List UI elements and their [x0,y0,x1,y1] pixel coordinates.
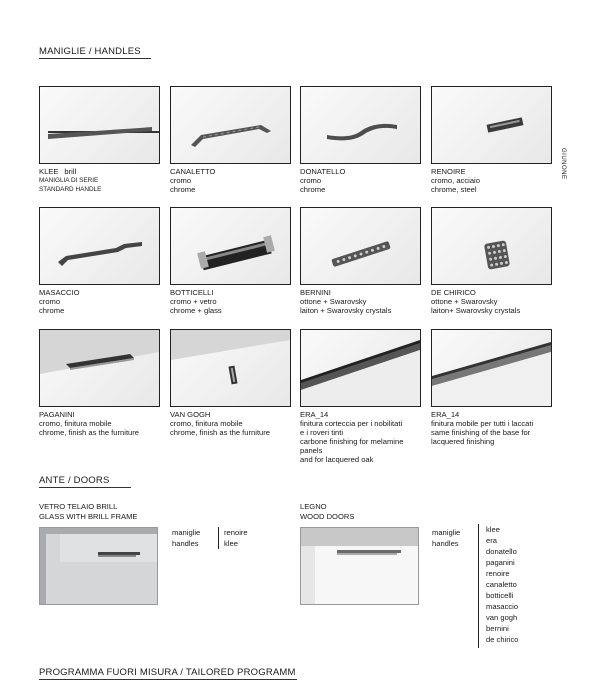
handle-list-item: botticelli [486,591,514,600]
handle-card [170,207,291,315]
door-glass-title [39,502,137,522]
handle-name-text: PAGANINI [39,410,75,419]
handle-name-suffix: brill [64,167,77,176]
handle-name [39,410,160,419]
side-tab-label: GIUNONE [560,148,566,180]
handle-caption [300,410,421,464]
handle-name-text: BERNINI [300,288,331,297]
handle-list-item: masaccio [486,602,519,611]
section-title-handles: MANIGLIE / HANDLES [39,46,141,57]
handle-name-text: VAN GOGH [170,410,211,419]
handle-image [300,329,421,407]
label-maniglie: maniglie [432,528,461,537]
handle-description-line: finitura mobile per tutti i laccati [431,419,534,428]
section-divider [39,58,151,59]
handle-caption [170,288,291,315]
handle-name-text: BOTTICELLI [170,288,214,297]
handle-description-line: chrome [170,185,196,194]
handle-card [39,86,160,194]
handle-caption [431,410,552,446]
handle-caption [431,288,552,315]
handle-description-line: cromo, finitura mobile [170,419,243,428]
handle-image [431,329,552,407]
handle-description-line: same finishing of the base for [431,428,531,437]
handle-card [170,329,291,437]
handle-name [300,288,421,297]
handle-name-text: ERA_14 [431,410,460,419]
handle-card [300,86,421,194]
handle-list-item: van gogh [486,613,518,622]
handle-description-line: chrome, finish as the furniture [170,428,271,437]
handle-description-line: MANIGLIA DI SERIE [39,177,99,184]
handle-name-text: CANALETTO [170,167,216,176]
handle-description-line: chrome, finish as the furniture [39,428,140,437]
handle-list-item: klee [486,525,500,534]
handle-list-item: de chirico [486,635,519,644]
handle-image [39,207,160,285]
vertical-separator [218,527,219,549]
handle-description-line: carbone finishing for melamine panels [300,437,404,455]
door-glass-handles-label [172,527,200,549]
door-wood-title-en: WOOD DOORS [300,512,355,521]
handle-name [431,410,552,419]
handle-description-line: finitura corteccia per i nobilitati [300,419,403,428]
handle-description-line: and for lacquered oak [300,455,374,464]
section-divider [39,487,131,488]
handle-name [431,167,552,176]
handle-illustration [432,330,551,406]
handle-image [300,207,421,285]
handle-name [300,410,421,419]
handle-name [170,288,291,297]
handle-card [431,86,552,194]
handle-description-line: chrome [39,306,65,315]
handle-illustration [40,87,159,163]
handle-card [170,86,291,194]
vertical-separator [478,524,479,648]
handle-illustration [171,87,290,163]
handle-description-line: e i roveri tinti [300,428,344,437]
handle-description-line: cromo [39,297,61,306]
handle-description-line: laiton + Swarovsky crystals [300,306,392,315]
handle-name-text: DONATELLO [300,167,346,176]
handle-illustration [301,87,420,163]
handle-image [170,329,291,407]
handle-illustration [432,87,551,163]
handle-list-item: renoire [224,528,248,537]
handle-name-text: MASACCIO [39,288,80,297]
door-wood-illustration [301,528,418,604]
handle-description-line: chrome [300,185,326,194]
handle-description-line: lacquered finishing [431,437,495,446]
door-glass-handle-list [224,527,248,549]
handle-list-item: renoire [486,569,510,578]
handle-illustration [40,330,159,406]
handle-list-item: canaletto [486,580,517,589]
handle-image [300,86,421,164]
handle-caption [170,167,291,194]
handle-list-item: era [486,536,497,545]
handle-caption [300,167,421,194]
handle-card [39,207,160,315]
handle-description-line: laiton+ Swarovsky crystals [431,306,521,315]
handle-illustration [301,330,420,406]
handle-description-line: ottone + Swarovsky [300,297,367,306]
handle-name-text: ERA_14 [300,410,329,419]
handle-card [431,329,552,446]
handle-image [39,86,160,164]
handle-description-line: ottone + Swarovsky [431,297,498,306]
handle-description-line: cromo, finitura mobile [39,419,112,428]
handle-name [431,288,552,297]
handle-description-line: chrome, steel [431,185,477,194]
handle-illustration [301,208,420,284]
handle-description-line: cromo [170,176,192,185]
handle-list-item: klee [224,539,238,548]
label-handles: handles [172,539,199,548]
handle-name [170,167,291,176]
handle-description-line: cromo, acciaio [431,176,480,185]
label-maniglie: maniglie [172,528,201,537]
handle-card [300,207,421,315]
handle-list-item: donatello [486,547,517,556]
handle-name [39,288,160,297]
handle-description-line: cromo [300,176,322,185]
handle-caption [39,167,160,194]
door-wood-title [300,502,354,522]
handle-caption [39,288,160,315]
handle-image [39,329,160,407]
handle-name-text: DE CHIRICO [431,288,476,297]
door-glass-illustration [40,528,157,604]
handle-caption [170,410,291,437]
door-glass-title-en: GLASS WITH BRILL FRAME [39,512,138,521]
handle-name [300,167,421,176]
handle-caption [300,288,421,315]
handle-card [431,207,552,315]
label-handles: handles [432,539,459,548]
handle-image [170,86,291,164]
handle-image [170,207,291,285]
door-wood-handles-label [432,527,460,549]
handle-name-text: KLEE [39,167,59,176]
handle-illustration [171,330,290,406]
handle-name-text: RENOIRE [431,167,466,176]
handle-description-line: cromo + vetro [170,297,217,306]
handle-description-line: chrome + glass [170,306,222,315]
handle-list-item: bernini [486,624,509,633]
handle-caption [431,167,552,194]
handle-description-line: STANDARD HANDLE [39,186,102,193]
handle-name [39,167,160,176]
handle-illustration [40,208,159,284]
door-wood-title-it: LEGNO [300,502,327,511]
handle-caption [39,410,160,437]
door-wood-image [300,527,419,605]
handle-list-item: paganini [486,558,515,567]
door-wood-handle-list [486,524,519,645]
handle-illustration [432,208,551,284]
handle-image [431,86,552,164]
handle-card [39,329,160,437]
handle-image [431,207,552,285]
door-glass-title-it: VETRO TELAIO BRILL [39,502,118,511]
handle-card [300,329,421,464]
section-divider [39,679,297,680]
handle-illustration [171,208,290,284]
section-title-program: PROGRAMMA FUORI MISURA / TAILORED PROGRAMM [39,667,296,678]
section-title-doors: ANTE / DOORS [39,475,110,486]
handle-name [170,410,291,419]
door-glass-image [39,527,158,605]
